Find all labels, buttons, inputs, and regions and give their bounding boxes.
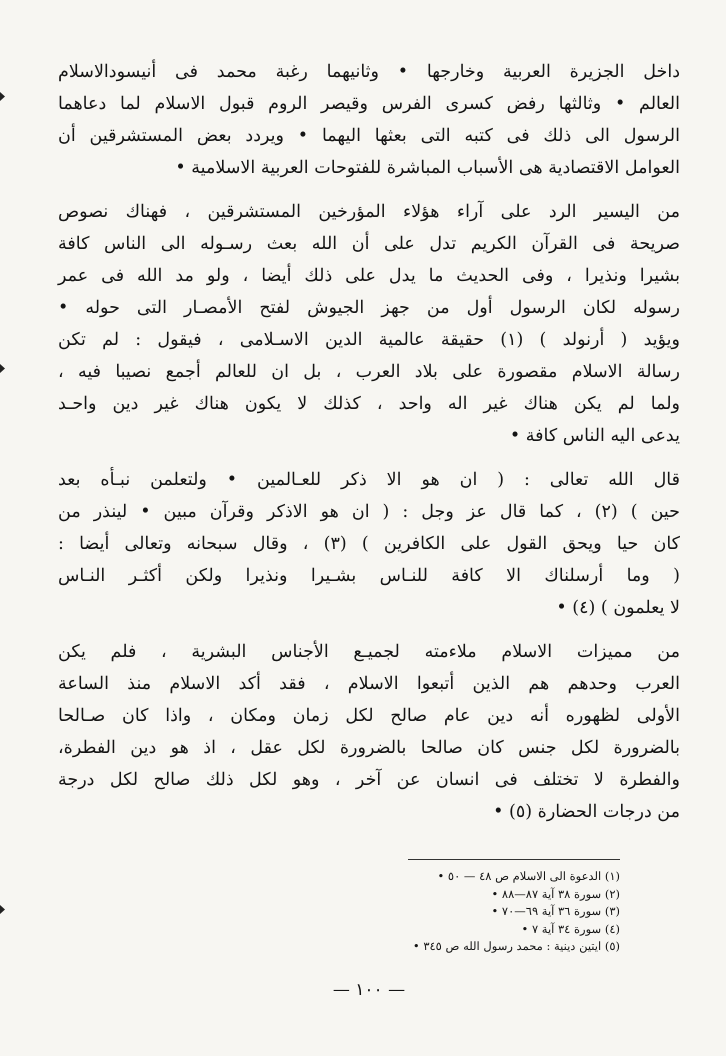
text-line: من مميزات الاسلام ملاءمته لجميـع الأجناس البشرية ، فلم يكن (58, 642, 680, 662)
text-line: ( وما أرسلناك الا كافة للنـاس بشـيرا ونذيرا ولكن أكثـر النـاس (58, 566, 680, 586)
footnote-item: (٤) سورة ٣٤ آية ٧ • (521, 921, 620, 936)
paragraph-3 (58, 464, 680, 624)
body-text (58, 56, 680, 828)
text-line: صريحة فى القرآن الكريم تدل على أن الله بعث رسـوله الى الناس كافة (58, 234, 680, 254)
text-line: كان حيا ويحق القول على الكافرين ) (٣) ، وقال سبحانه وتعالى أيضا : (58, 534, 680, 554)
text-line: من اليسير الرد على آراء هؤلاء المؤرخين المستشرقين ، فهناك نصوص (58, 202, 680, 222)
text-line: العالم • وثالثها رفض كسرى الفرس وقيصر الروم قبول الاسلام لما دعاهما (58, 94, 680, 114)
text-line: الرسول الى ذلك فى كتبه التى بعثها اليهما • ويردد بعض المستشرقين أن (58, 126, 680, 146)
text-line: والفطرة لا تختلف فى انسان عن آخر ، وهو لكل ذلك صالح لكل درجة (58, 770, 680, 790)
document-page (58, 56, 680, 1016)
margin-mark (0, 905, 5, 914)
text-line: قال الله تعالى : ( ان هو الا ذكر للعـالمين • ولتعلمن نبـأه بعد (58, 470, 680, 490)
footnote-item: (١) الدعوة الى الاسلام ص ٤٨ — ٥٠ • (437, 869, 620, 883)
page-number: — ١٠٠ — (332, 980, 406, 1000)
text-line: العوامل الاقتصادية هى الأسباب المباشرة للفتوحات العربية الاسلامية • (175, 158, 680, 178)
text-line: داخل الجزيرة العربية وخارجها • وثانيهما رغبة محمد فى أنيسودالاسلام (58, 62, 680, 82)
text-line: رسالة الاسلام مقصورة على بلاد العرب ، بل ان للعالم أجمع نصيبا فيه ، (58, 362, 680, 382)
margin-mark (0, 92, 5, 101)
text-line: لا يعلمون ) (٤) • (556, 598, 680, 618)
text-line: ويؤيد ( أرنولد ) (١) حقيقة عالمية الدين الاسـلامى ، فيقول : لم تكن (58, 330, 680, 350)
text-line: الأولى لظهوره أنه دين عام صالح لكل زمان ومكان ، واذا كان صـالحا (58, 706, 680, 726)
footnote-item: (٥) ايتين دينية : محمد رسول الله ص ٣٤٥ • (412, 939, 620, 953)
paragraph-4 (58, 636, 680, 828)
footnote-divider (408, 859, 620, 860)
text-line: رسوله لكان الرسول أول من جهز الجيوش لفتح الأمصـار التى حوله • (58, 298, 680, 318)
text-line: بشيرا ونذيرا ، وفى الحديث ما يدل على ذلك أيضا ، ولو مد الله فى عمر (58, 266, 680, 286)
footnotes (300, 868, 620, 956)
margin-mark (0, 364, 5, 373)
text-line: العرب وحدهم هم الذين أتبعوا الاسلام ، فقد أكد الاسلام منذ الساعة (58, 674, 680, 694)
footnote-item: (٢) سورة ٣٨ آية ٨٧—٨٨ • (491, 886, 620, 901)
paragraph-2 (58, 196, 680, 452)
text-line: بالضرورة لكل جنس كان صالحا بالضرورة لكل عقل ، اذ هو دين الفطرة، (58, 738, 680, 758)
text-line: من درجات الحضارة (٥) • (493, 802, 680, 822)
text-line: حين ) (٢) ، كما قال عز وجل : ( ان هو الاذكر وقرآن مبين • لينذر من (58, 502, 680, 522)
paragraph-1 (58, 56, 680, 184)
text-line: يدعى اليه الناس كافة • (509, 426, 680, 446)
text-line: ولما لم يكن هناك غير اله واحد ، كذلك لا يكون هناك غير دين واحـد (58, 394, 680, 414)
footnote-item: (٣) سورة ٣٦ آية ٦٩—٧٠ • (491, 904, 620, 918)
